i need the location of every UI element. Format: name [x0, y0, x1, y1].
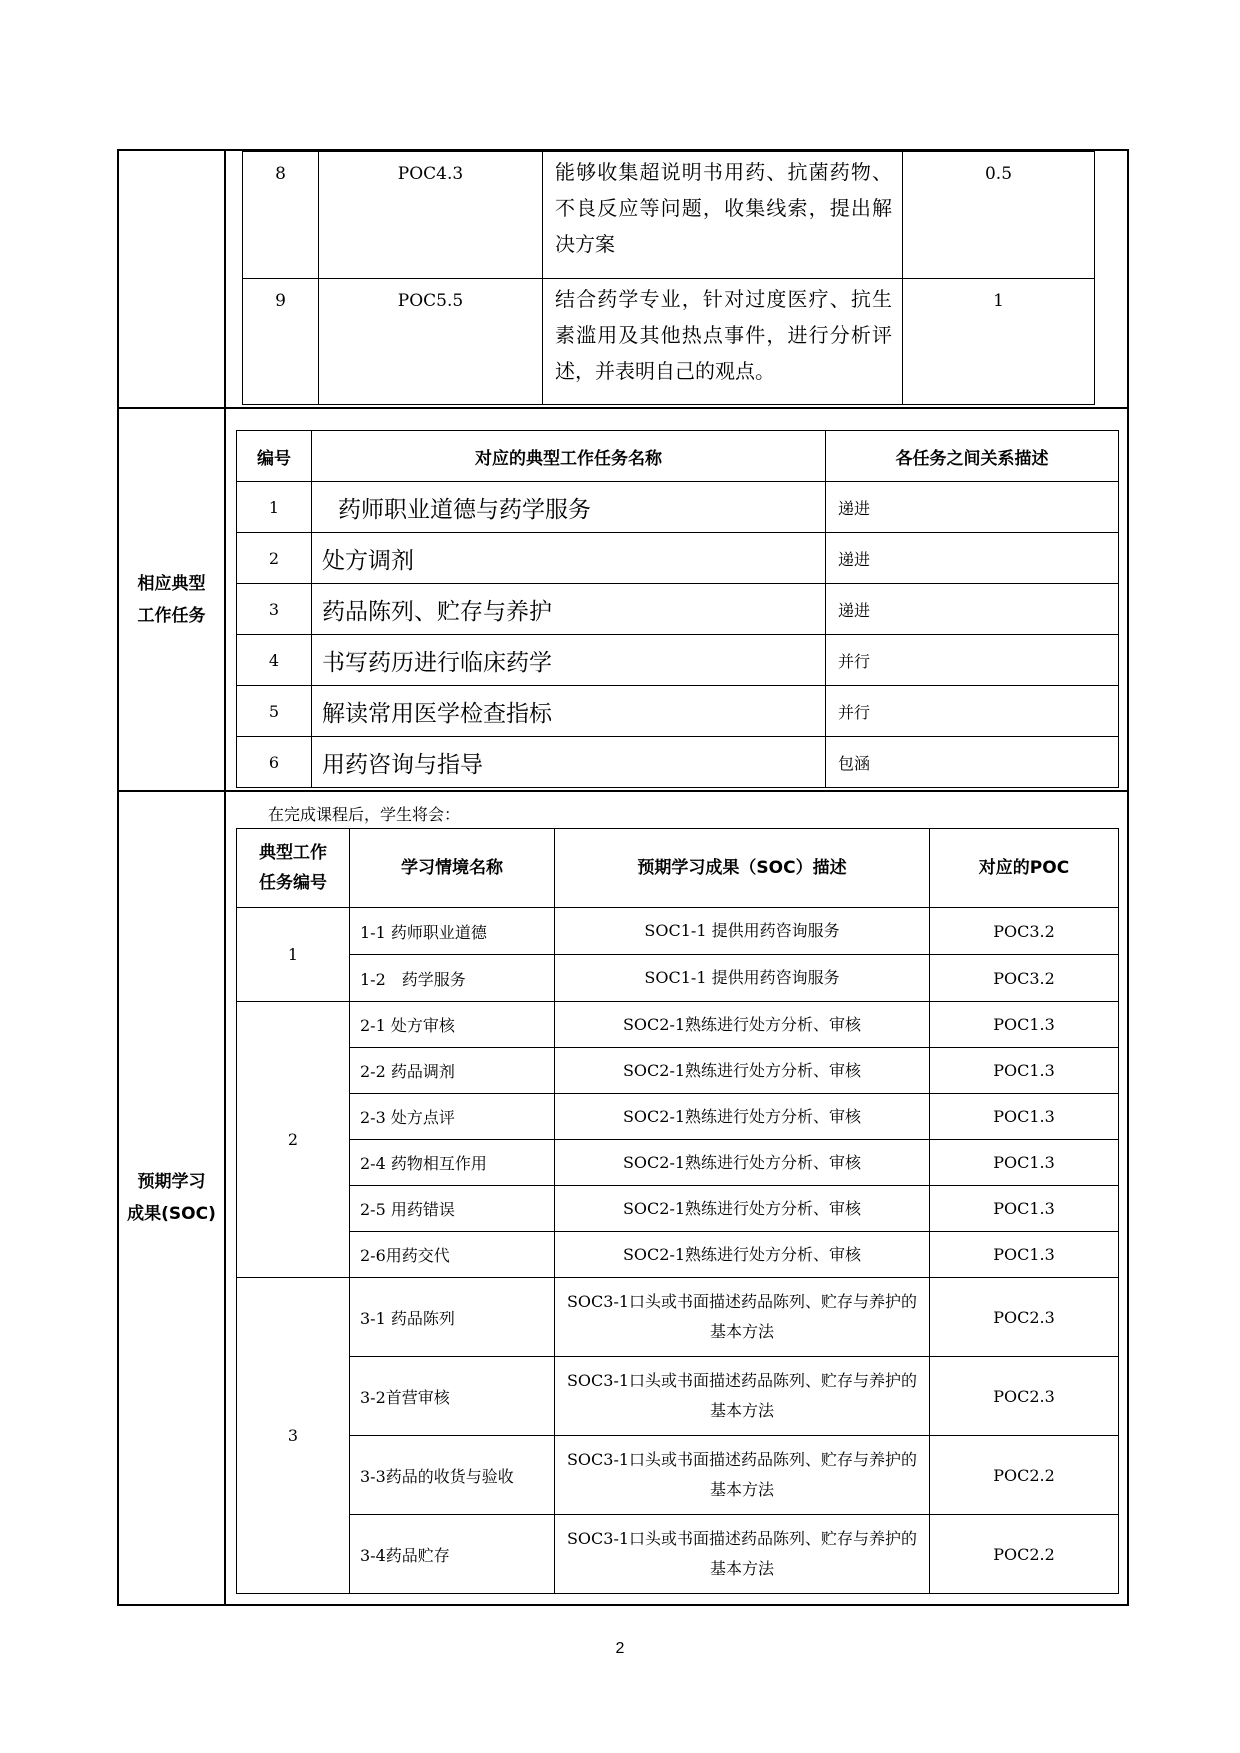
- table-row: [237, 1436, 1119, 1515]
- table-row: [237, 482, 1119, 533]
- column-header-poc: 对应的POC: [930, 829, 1119, 908]
- task-number: 3: [237, 584, 312, 635]
- course-outline-table: [117, 149, 1129, 1606]
- poc-description: 能够收集超说明书用药、抗菌药物、不良反应等问题，收集线索，提出解决方案: [543, 152, 903, 279]
- table-row: [237, 1357, 1119, 1436]
- soc-description: SOC2-1熟练进行处方分析、审核: [555, 1002, 930, 1048]
- soc-description: SOC1-1 提供用药咨询服务: [555, 908, 930, 955]
- poc-section-content: [225, 150, 1128, 408]
- soc-description: SOC3-1口头或书面描述药品陈列、贮存与养护的基本方法: [555, 1278, 930, 1357]
- soc-situation: 2-6用药交代: [350, 1232, 555, 1278]
- column-header-situation: 学习情境名称: [350, 829, 555, 908]
- task-relation: 包涵: [826, 737, 1119, 788]
- soc-situation: 3-3药品的收货与验收: [350, 1436, 555, 1515]
- table-row: [237, 955, 1119, 1002]
- soc-situation: 3-4药品贮存: [350, 1515, 555, 1594]
- typical-tasks-table: [236, 430, 1119, 788]
- task-relation: 递进: [826, 533, 1119, 584]
- poc-description: 结合药学专业，针对过度医疗、抗生素滥用及其他热点事件，进行分析评述，并表明自己的观点。: [543, 278, 903, 405]
- soc-situation: 1-2 药学服务: [350, 955, 555, 1002]
- table-row: [237, 635, 1119, 686]
- soc-poc: POC1.3: [930, 1094, 1119, 1140]
- soc-poc: POC1.3: [930, 1232, 1119, 1278]
- soc-poc: POC1.3: [930, 1002, 1119, 1048]
- task-relation: 递进: [826, 482, 1119, 533]
- task-name: 书写药历进行临床药学: [312, 635, 826, 686]
- task-name: 药品陈列、贮存与养护: [312, 584, 826, 635]
- table-row: [237, 533, 1119, 584]
- soc-description: SOC2-1熟练进行处方分析、审核: [555, 1186, 930, 1232]
- task-number: 4: [237, 635, 312, 686]
- table-row: [237, 584, 1119, 635]
- soc-description: SOC3-1口头或书面描述药品陈列、贮存与养护的基本方法: [555, 1515, 930, 1594]
- task-number: 5: [237, 686, 312, 737]
- task-name: 处方调剂: [312, 533, 826, 584]
- poc-weight: 0.5: [903, 152, 1095, 279]
- poc-table: [242, 151, 1095, 405]
- column-header-task-name: 对应的典型工作任务名称: [312, 431, 826, 482]
- soc-description: SOC3-1口头或书面描述药品陈列、贮存与养护的基本方法: [555, 1436, 930, 1515]
- table-row: [237, 1232, 1119, 1278]
- table-row: [237, 737, 1119, 788]
- soc-task-number: 2: [237, 1002, 350, 1278]
- task-number: 2: [237, 533, 312, 584]
- soc-section-content: [225, 791, 1128, 1605]
- soc-situation: 3-1 药品陈列: [350, 1278, 555, 1357]
- soc-situation: 2-3 处方点评: [350, 1094, 555, 1140]
- task-number: 1: [237, 482, 312, 533]
- task-relation: 并行: [826, 635, 1119, 686]
- soc-description: SOC2-1熟练进行处方分析、审核: [555, 1094, 930, 1140]
- table-row: [237, 1186, 1119, 1232]
- soc-description: SOC2-1熟练进行处方分析、审核: [555, 1140, 930, 1186]
- soc-poc: POC2.2: [930, 1436, 1119, 1515]
- task-relation: 并行: [826, 686, 1119, 737]
- soc-description: SOC3-1口头或书面描述药品陈列、贮存与养护的基本方法: [555, 1357, 930, 1436]
- task-name: 药师职业道德与药学服务: [312, 482, 826, 533]
- table-row: [237, 1048, 1119, 1094]
- task-number: 6: [237, 737, 312, 788]
- soc-description: SOC2-1熟练进行处方分析、审核: [555, 1048, 930, 1094]
- soc-situation: 2-5 用药错误: [350, 1186, 555, 1232]
- column-header-task-number: 典型工作 任务编号: [237, 829, 350, 908]
- table-row: [237, 1140, 1119, 1186]
- table-row: [243, 152, 1095, 279]
- page-number: 2: [615, 1640, 625, 1657]
- table-row: [237, 1002, 1119, 1048]
- table-header-row: [237, 431, 1119, 482]
- soc-poc: POC1.3: [930, 1048, 1119, 1094]
- table-row: [237, 686, 1119, 737]
- soc-table: [236, 828, 1119, 1594]
- column-header-relation: 各任务之间关系描述: [826, 431, 1119, 482]
- soc-situation: 3-2首营审核: [350, 1357, 555, 1436]
- soc-situation: 2-1 处方审核: [350, 1002, 555, 1048]
- poc-number: 8: [243, 152, 319, 279]
- table-header-row: [237, 829, 1119, 908]
- table-row: [237, 908, 1119, 955]
- column-header-soc-description: 预期学习成果（SOC）描述: [555, 829, 930, 908]
- table-row: [243, 278, 1095, 405]
- poc-weight: 1: [903, 278, 1095, 405]
- soc-poc: POC1.3: [930, 1140, 1119, 1186]
- soc-poc: POC3.2: [930, 908, 1119, 955]
- soc-description: SOC2-1熟练进行处方分析、审核: [555, 1232, 930, 1278]
- soc-situation: 2-4 药物相互作用: [350, 1140, 555, 1186]
- soc-poc: POC2.3: [930, 1357, 1119, 1436]
- table-row: [237, 1094, 1119, 1140]
- soc-poc: POC2.3: [930, 1278, 1119, 1357]
- soc-description: SOC1-1 提供用药咨询服务: [555, 955, 930, 1002]
- task-relation: 递进: [826, 584, 1119, 635]
- poc-code: POC4.3: [319, 152, 543, 279]
- soc-intro-text: 在完成课程后，学生将会：: [268, 805, 461, 824]
- soc-section-label: 预期学习 成果(SOC): [118, 791, 225, 1605]
- table-row: [237, 1515, 1119, 1594]
- poc-number: 9: [243, 278, 319, 405]
- soc-task-number: 3: [237, 1278, 350, 1594]
- poc-code: POC5.5: [319, 278, 543, 405]
- typical-tasks-label: 相应典型 工作任务: [118, 408, 225, 791]
- task-name: 用药咨询与指导: [312, 737, 826, 788]
- soc-task-number: 1: [237, 908, 350, 1002]
- task-name: 解读常用医学检查指标: [312, 686, 826, 737]
- soc-poc: POC2.2: [930, 1515, 1119, 1594]
- table-row: [237, 1278, 1119, 1357]
- soc-situation: 1-1 药师职业道德: [350, 908, 555, 955]
- column-header-number: 编号: [237, 431, 312, 482]
- poc-section-label: [118, 150, 225, 408]
- soc-poc: POC1.3: [930, 1186, 1119, 1232]
- soc-poc: POC3.2: [930, 955, 1119, 1002]
- typical-tasks-content: [225, 408, 1128, 791]
- soc-situation: 2-2 药品调剂: [350, 1048, 555, 1094]
